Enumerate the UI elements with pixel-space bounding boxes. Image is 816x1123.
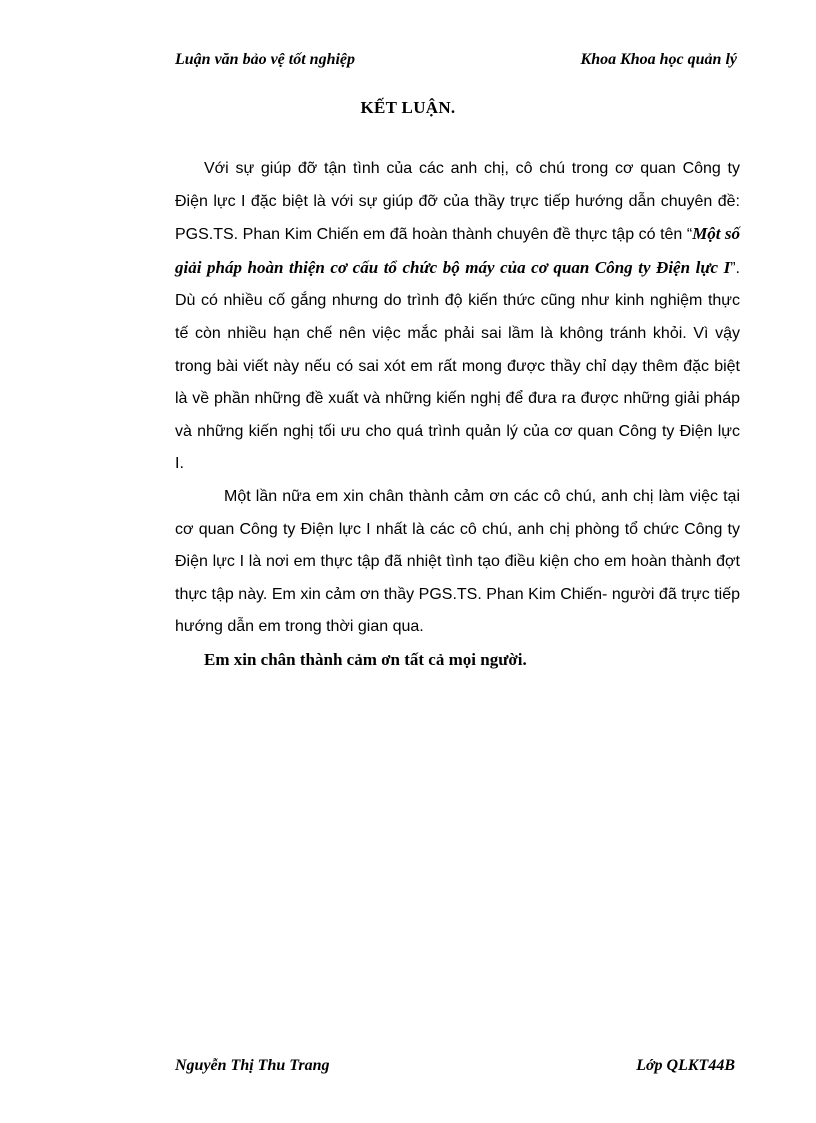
page-title: KẾT LUẬN.	[360, 98, 456, 117]
header-thesis-label: Luận văn bảo vệ tốt nghiệp	[175, 51, 356, 68]
footer-author-name: Nguyễn Thị Thu Trang	[175, 1057, 330, 1074]
document-body	[175, 153, 740, 677]
page-footer	[0, 1055, 816, 1077]
paragraph-intro-text: Với sự giúp đỡ tận tình của các anh chị, cô chú trong cơ quan Công ty Điện lực I đặc biệt là với sự giúp đỡ của thầy trực tiếp hướng dẫn chuyên đề: PGS.TS. Phan Kim Chiến em đã hoàn thành chuyên đề thực tập có tên “	[175, 160, 740, 244]
header-faculty-label: Khoa Khoa học quản lý	[580, 51, 737, 68]
paragraph-rest-text: ”. Dù có nhiều cố gắng nhưng do trình độ kiến thức cũng như kinh nghiệm thực tế còn nhiều hạn chế nên việc mắc phải sai lầm là không tránh khỏi. Vì vậy trong bài viết này nếu có sai xót em rất mong được thầy chỉ dạy thêm đặc biệt là về phần những đề xuất và những kiến nghị để đưa ra được những giải pháp và những kiến nghị tối ưu cho quá trình quản lý của cơ quan Công ty Điện lực I.	[175, 259, 740, 473]
closing-line: Em xin chân thành cảm ơn tất cả mọi người.	[204, 649, 527, 669]
paragraph-acknowledgement	[175, 153, 740, 481]
thesis-topic-title: Một số giải pháp hoàn thiện cơ cấu tổ chức bộ máy của cơ quan Công ty Điện lực I	[175, 224, 740, 277]
page-header	[0, 49, 816, 71]
footer-class-label: Lớp QLKT44B	[636, 1057, 735, 1074]
paragraph-thanks: Một lần nữa em xin chân thành cảm ơn các cô chú, anh chị làm việc tại cơ quan Công ty Điện lực I nhất là các cô chú, anh chị phòng tổ chức Công ty Điện lực I là nơi em thực tập đã nhiệt tình tạo điều kiện cho em hoàn thành đợt thực tập này. Em xin cảm ơn thầy PGS.TS. Phan Kim Chiến- người đã trực tiếp hướng dẫn em trong thời gian qua.	[175, 487, 740, 636]
